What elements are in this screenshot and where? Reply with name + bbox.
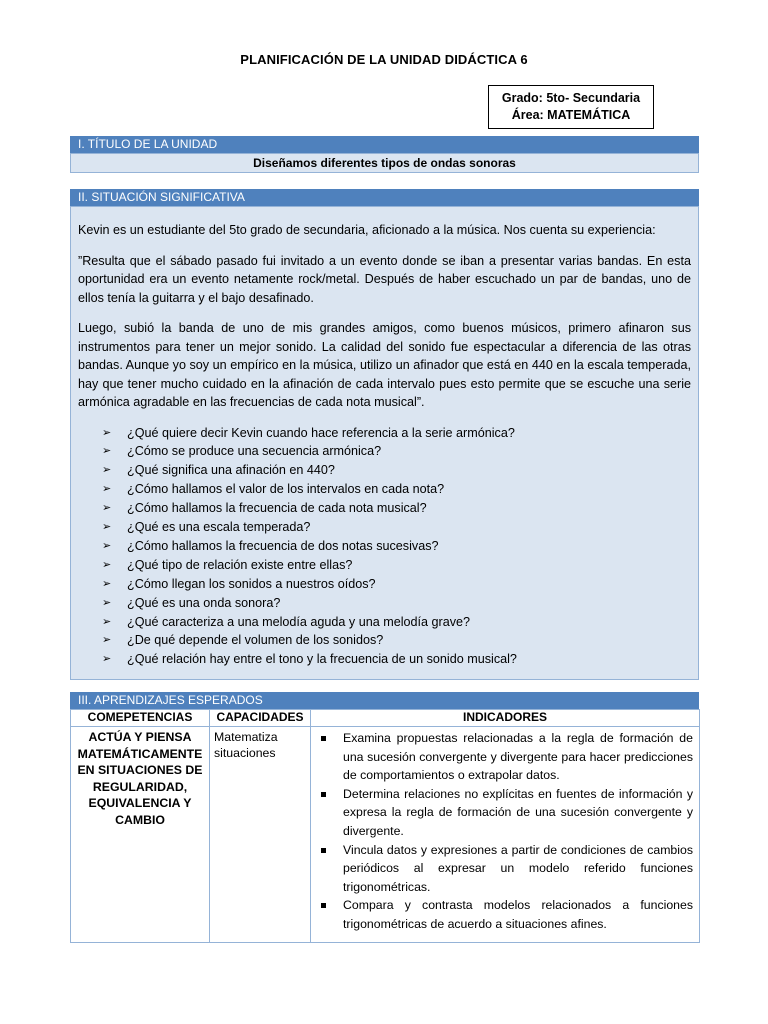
question-item: ➢ ¿Qué es una escala temperada? [78, 518, 691, 537]
column-header-competencias: COMEPETENCIAS [71, 710, 210, 727]
question-item: ➢ ¿Qué es una onda sonora? [78, 594, 691, 613]
arrow-bullet-icon: ➢ [102, 615, 112, 628]
question-item: ➢ ¿Qué significa una afinación en 440? [78, 461, 691, 480]
situation-paragraph: Luego, subió la banda de uno de mis grandes amigos, como buenos músicos, primero afinaron sus instrumentos para tener un mejor sonido. La calidad del sonido fue espectacular a diferencia de las otras bandas. Aunque yo soy un empírico en la música, utilizo un afinador que está en 440 en la escala temperada, hay que tener mucho cuidado en la afinación de cada intervalo pues esto permite que se escuche una serie armónica agradable en las frecuencias de cada nota musical”. [78, 321, 691, 409]
situation-paragraph: Kevin es un estudiante del 5to grado de secundaria, aficionado a la música. Nos cuenta su experiencia: [78, 223, 656, 237]
capacity-cell: Matematiza situaciones [210, 727, 311, 943]
section-1-heading: I. TÍTULO DE LA UNIDAD [70, 136, 699, 153]
section-3-heading: III. APRENDIZAJES ESPERADOS [70, 692, 699, 709]
square-bullet-icon [321, 736, 326, 741]
arrow-bullet-icon: ➢ [102, 539, 112, 552]
indicator-item: Compara y contrasta modelos relacionados a funciones trigonométricas de acuerdo a situaciones afines. [311, 896, 693, 933]
question-item: ➢ ¿Qué caracteriza a una melodía aguda y una melodía grave? [78, 613, 691, 632]
square-bullet-icon [321, 903, 326, 908]
question-item: ➢ ¿Qué quiere decir Kevin cuando hace referencia a la serie armónica? [78, 424, 691, 443]
arrow-bullet-icon: ➢ [102, 634, 112, 647]
situation-box [70, 206, 699, 680]
question-item: ➢ ¿Qué relación hay entre el tono y la frecuencia de un sonido musical? [78, 650, 691, 669]
arrow-bullet-icon: ➢ [102, 502, 112, 515]
indicator-list [311, 729, 693, 934]
column-header-indicadores: INDICADORES [311, 710, 700, 727]
question-item: ➢ ¿De qué depende el volumen de los sonidos? [78, 631, 691, 650]
question-list [78, 424, 691, 670]
area-label: Área: MATEMÁTICA [511, 108, 631, 122]
question-item: ➢ ¿Cómo llegan los sonidos a nuestros oídos? [78, 575, 691, 594]
question-item: ➢ ¿Cómo hallamos la frecuencia de cada nota musical? [78, 499, 691, 518]
square-bullet-icon [321, 792, 326, 797]
learning-table [70, 709, 700, 943]
indicator-item: Determina relaciones no explícitas en fuentes de información y expresa la regla de formación de una sucesión convergente y divergente. [311, 785, 693, 841]
arrow-bullet-icon: ➢ [102, 483, 112, 496]
question-item: ➢ ¿Cómo hallamos el valor de los intervalos en cada nota? [78, 480, 691, 499]
indicators-cell [311, 727, 700, 943]
arrow-bullet-icon: ➢ [102, 445, 112, 458]
column-header-capacidades: CAPACIDADES [210, 710, 311, 727]
indicator-item: Vincula datos y expresiones a partir de condiciones de cambios periódicos al expresar un modelo referido funciones trigonométricas. [311, 841, 693, 897]
table-header-row [71, 710, 700, 727]
arrow-bullet-icon: ➢ [102, 521, 112, 534]
arrow-bullet-icon: ➢ [102, 426, 112, 439]
grade-area-box [488, 85, 654, 129]
arrow-bullet-icon: ➢ [102, 596, 112, 609]
situation-paragraph: ”Resulta que el sábado pasado fui invitado a un evento donde se iban a presentar varias bandas. En esta oportunidad era un evento netamente rock/metal. Después de haber escuchado un par de bandas, uno de ellos tenía la guitarra y el bajo desafinado. [78, 253, 691, 305]
arrow-bullet-icon: ➢ [102, 464, 112, 477]
square-bullet-icon [321, 848, 326, 853]
question-item: ➢ ¿Cómo se produce una secuencia armónica? [78, 442, 691, 461]
table-row [71, 727, 700, 943]
grade-label: Grado: 5to- Secundaria [501, 91, 641, 105]
competence-cell: ACTÚA Y PIENSA MATEMÁTICAMENTE EN SITUACIONES DE REGULARIDAD, EQUIVALENCIA Y CAMBIO [71, 727, 210, 943]
page-title: PLANIFICACIÓN DE LA UNIDAD DIDÁCTICA 6 [240, 52, 528, 67]
unit-title: Diseñamos diferentes tipos de ondas sonoras [70, 153, 699, 173]
section-2-heading: II. SITUACIÓN SIGNIFICATIVA [70, 189, 699, 206]
arrow-bullet-icon: ➢ [102, 558, 112, 571]
question-item: ➢ ¿Qué tipo de relación existe entre ellas? [78, 556, 691, 575]
arrow-bullet-icon: ➢ [102, 653, 112, 666]
question-item: ➢ ¿Cómo hallamos la frecuencia de dos notas sucesivas? [78, 537, 691, 556]
indicator-item: Examina propuestas relacionadas a la regla de formación de una sucesión convergente y divergente para hacer predicciones de comportamientos o extrapolar datos. [311, 729, 693, 785]
arrow-bullet-icon: ➢ [102, 577, 112, 590]
